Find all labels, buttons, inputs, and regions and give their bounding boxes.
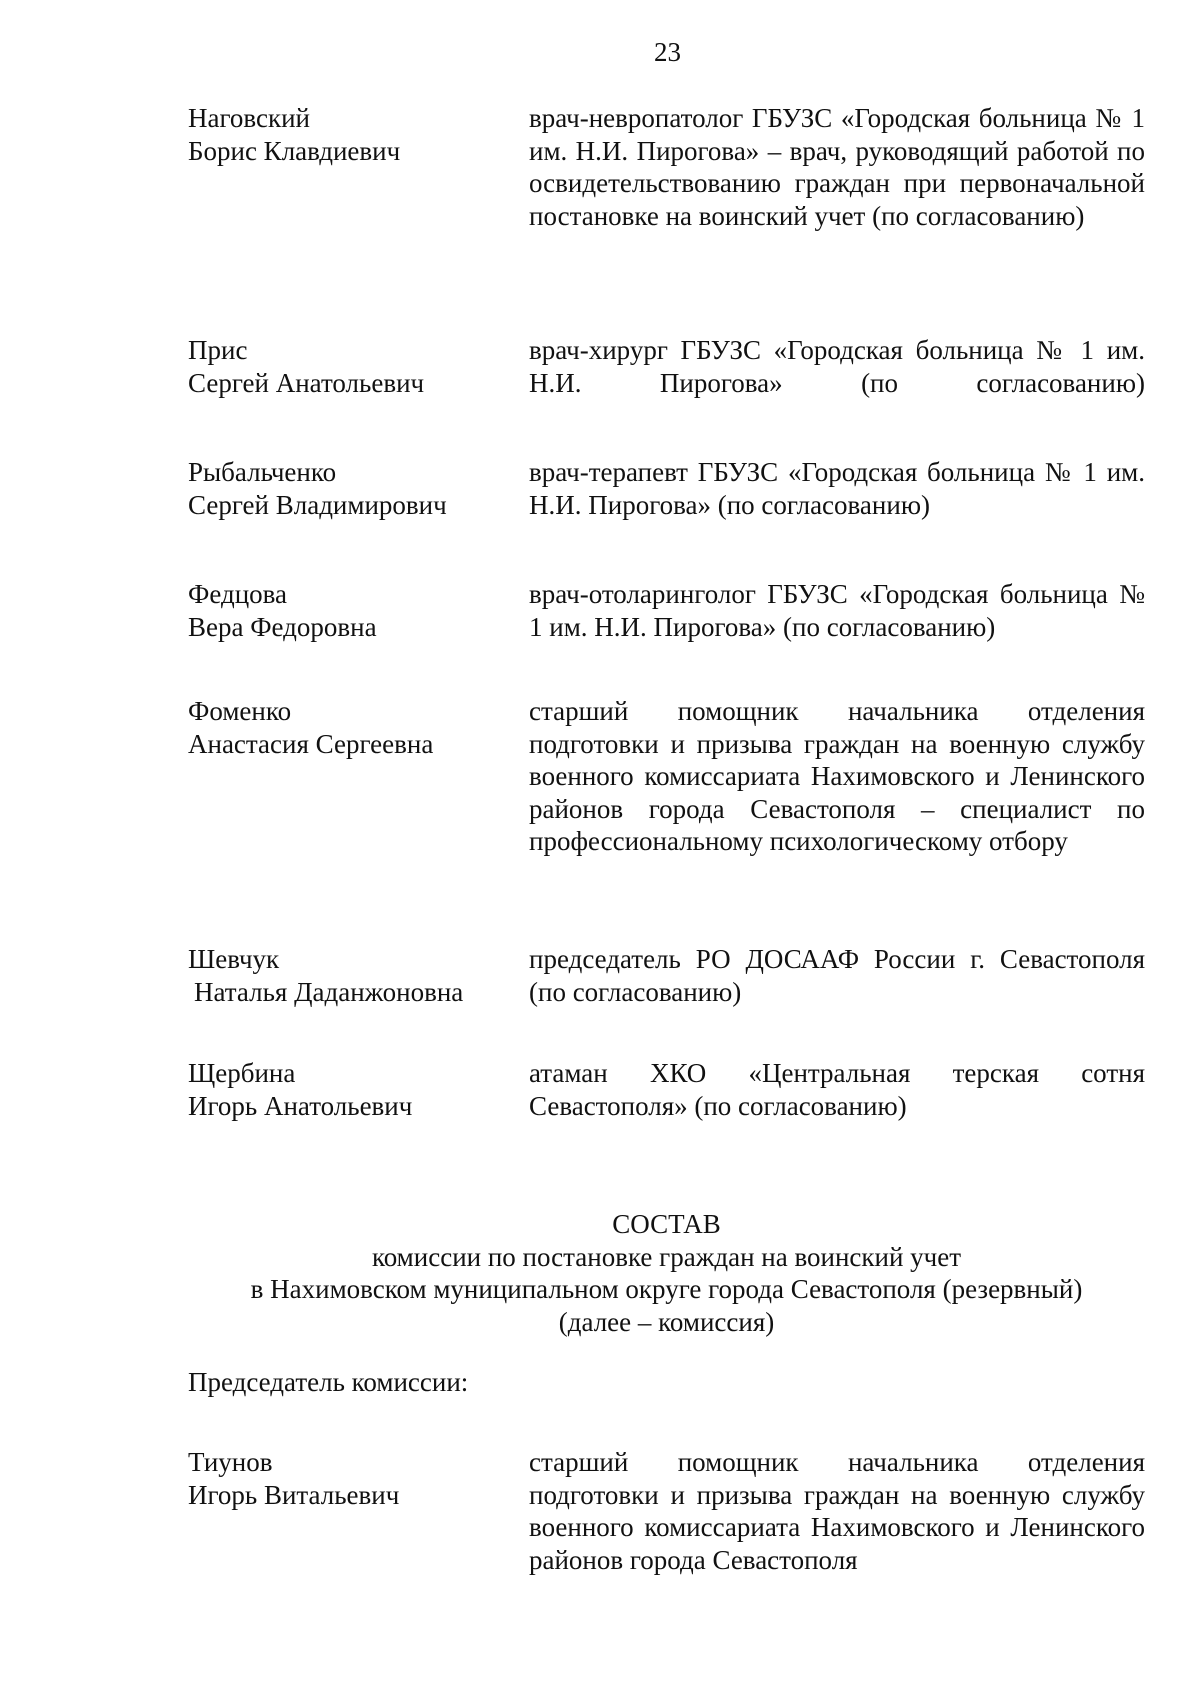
member-name	[188, 578, 498, 643]
member-role: атаман ХКО «Центральная терская сотня Севастополя» (по согласованию)	[529, 1058, 1145, 1121]
member-given-name: Сергей Анатольевич	[188, 367, 425, 398]
member-surname: Прис	[188, 335, 248, 365]
member-name	[188, 943, 498, 1008]
member-role: старший помощник начальника отделения подготовки и призыва граждан на военную службу военного комиссариата Нахимовского и Ленинского районов города Севастополя – специалист по профессиональному психологическому отбору	[529, 696, 1145, 856]
member-role: председатель РО ДОСААФ России г. Севастополя (по согласованию)	[529, 944, 1145, 1007]
member-given-name: Сергей Владимирович	[188, 489, 447, 520]
member-surname: Федцова	[188, 579, 288, 609]
member-surname: Наговский	[188, 103, 310, 133]
member-surname: Тиунов	[188, 1447, 273, 1477]
member-surname: Фоменко	[188, 696, 292, 726]
member-name	[188, 1446, 498, 1511]
member-name	[188, 1057, 498, 1122]
member-role: врач-отоларинголог ГБУЗС «Городская больница № 1 им. Н.И. Пирогова» (по согласованию)	[529, 579, 1145, 642]
section-subtitle-line: в Нахимовском муниципальном округе города Севастополя (резервный)	[250, 1274, 1083, 1304]
member-role: врач-невропатолог ГБУЗС «Городская больница № 1 им. Н.И. Пирогова» – врач, руководящий работой по освидетельствованию граждан при первоначальной постановке на воинский учет (по согласованию)	[529, 103, 1145, 231]
member-given-name: Наталья Даданжоновна	[194, 976, 464, 1007]
member-given-name: Анастасия Сергеевна	[188, 728, 434, 759]
member-given-name: Игорь Витальевич	[188, 1479, 400, 1510]
member-surname: Шевчук	[188, 944, 280, 974]
member-name	[188, 334, 498, 399]
member-given-name: Игорь Анатольевич	[188, 1090, 413, 1121]
member-role: врач-терапевт ГБУЗС «Городская больница № 1 им. Н.И. Пирогова» (по согласованию)	[529, 457, 1145, 520]
member-surname: Щербина	[188, 1058, 296, 1088]
member-given-name: Борис Клавдиевич	[188, 135, 401, 166]
member-role: старший помощник начальника отделения подготовки и призыва граждан на военную службу военного комиссариата Нахимовского и Ленинского районов города Севастополя	[529, 1447, 1145, 1575]
member-surname: Рыбальченко	[188, 457, 337, 487]
member-role: врач-хирург ГБУЗС «Городская больница № 1 им. Н.И. Пирогова» (по согласованию)	[529, 335, 1145, 398]
section-subtitle-line: комиссии по постановке граждан на воинский учет	[371, 1241, 962, 1272]
section-title	[188, 1208, 1145, 1338]
page-number: 23	[654, 37, 681, 67]
section-subtitle-line: (далее – комиссия)	[558, 1306, 775, 1337]
member-name	[188, 695, 498, 760]
member-given-name: Вера Федоровна	[188, 611, 377, 642]
chairman-label: Председатель комиссии:	[188, 1367, 469, 1397]
member-name	[188, 456, 498, 521]
section-heading: СОСТАВ	[612, 1209, 721, 1239]
member-name	[188, 102, 498, 167]
